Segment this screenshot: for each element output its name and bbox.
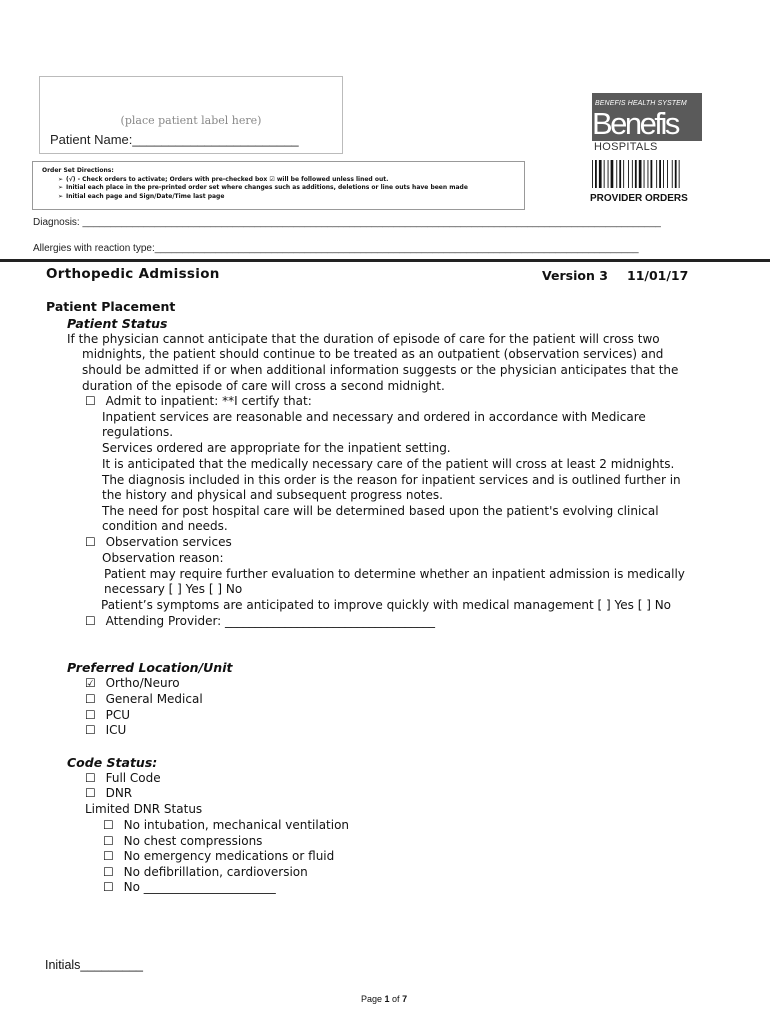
initials-field[interactable]: Initials_________ — [45, 958, 143, 972]
direction-text: (√) - Check orders to activate; Orders with pre-checked box ☑ will be followed unless lined out. — [66, 176, 389, 183]
intro-text: duration of the episode of care will cross a second midnight. — [82, 379, 445, 393]
patient-label-box — [39, 76, 343, 154]
header-divider — [0, 259, 770, 262]
checkbox-icon[interactable]: ☐ — [103, 865, 114, 879]
page-prefix: Page — [361, 994, 385, 1004]
page-of: of — [389, 994, 403, 1004]
certify-text: regulations. — [102, 425, 174, 439]
direction-item — [58, 176, 389, 183]
page-total: 7 — [402, 994, 408, 1004]
checkbox-icon[interactable]: ☐ — [85, 394, 96, 408]
direction-item — [58, 193, 225, 200]
limited-dnr-heading: Limited DNR Status — [85, 802, 203, 816]
certify-text: the history and physical and subsequent progress notes. — [102, 488, 443, 502]
checkbox-icon[interactable]: ☐ — [103, 849, 114, 863]
checkbox-icon[interactable]: ☐ — [85, 708, 96, 722]
location-label: General Medical — [105, 692, 203, 706]
limited-dnr-label: No emergency medications or fluid — [123, 849, 335, 863]
limited-dnr-label[interactable]: No ______________________ — [123, 880, 276, 894]
page-number — [361, 994, 407, 1004]
admit-inpatient-label: Admit to inpatient: **I certify that: — [105, 394, 312, 408]
certify-text: condition and needs. — [102, 519, 228, 533]
limited-dnr-option[interactable] — [103, 849, 334, 864]
observation-reason-label: Observation reason: — [102, 551, 224, 565]
direction-item — [58, 184, 468, 191]
order-set-directions — [32, 161, 525, 210]
arrow-bullet-icon: ➢ — [58, 184, 64, 191]
certify-text: The diagnosis included in this order is the reason for inpatient services and is outlined further in — [102, 473, 681, 487]
certify-text: It is anticipated that the medically necessary care of the patient will cross at least 2 midnights. — [102, 457, 675, 471]
logo-hospitals-text: HOSPITALS — [594, 141, 658, 153]
patient-name-field[interactable]: Patient Name:_______________________ — [50, 132, 299, 147]
directions-title: Order Set Directions: — [42, 167, 114, 174]
limited-dnr-label: No intubation, mechanical ventilation — [123, 818, 350, 832]
checkbox-icon[interactable]: ☐ — [85, 535, 96, 549]
checkbox-icon[interactable]: ☐ — [103, 880, 114, 894]
admit-inpatient-option[interactable] — [85, 394, 312, 409]
checkbox-icon[interactable]: ☐ — [85, 723, 96, 737]
limited-dnr-option[interactable] — [103, 880, 276, 895]
limited-dnr-label: No defibrillation, cardioversion — [123, 865, 308, 879]
arrow-bullet-icon: ➢ — [58, 176, 64, 183]
page-current: 1 — [384, 994, 390, 1004]
certify-text: The need for post hospital care will be determined based upon the patient's evolving clinical — [102, 504, 659, 518]
limited-dnr-option[interactable] — [103, 865, 308, 880]
intro-text: should be admitted if or when additional information suggests or the physician anticipates that the — [82, 363, 679, 377]
document-title: Orthopedic Admission — [46, 266, 220, 282]
observation-reason-choice[interactable]: necessary [ ] Yes [ ] No — [104, 582, 243, 596]
checkbox-icon[interactable]: ☐ — [85, 771, 96, 785]
certify-text: Inpatient services are reasonable and necessary and ordered in accordance with Medicare — [102, 410, 646, 424]
checkbox-icon[interactable]: ☐ — [85, 692, 96, 706]
checked-checkbox-icon[interactable]: ☑ — [85, 676, 96, 690]
benefis-logo — [592, 93, 702, 141]
subheading-code-status: Code Status: — [67, 755, 158, 770]
logo-system-text: BENEFIS HEALTH SYSTEM — [595, 100, 687, 107]
document-version: Version 3 — [542, 268, 608, 283]
location-label: Ortho/Neuro — [105, 676, 180, 690]
location-label: ICU — [105, 723, 127, 737]
direction-text: Initial each page and Sign/Date/Time last page — [66, 193, 225, 200]
observation-reason-choice[interactable]: Patient’s symptoms are anticipated to improve quickly with medical management [ ] Yes [ ] No — [101, 598, 672, 612]
location-option-general-medical[interactable] — [85, 692, 203, 707]
limited-dnr-option[interactable] — [103, 834, 262, 849]
allergies-field[interactable]: Allergies with reaction type:_______________________________________________________________________________________ — [33, 243, 639, 254]
limited-dnr-option[interactable] — [103, 818, 349, 833]
limited-dnr-label: No chest compressions — [123, 834, 263, 848]
subheading-preferred-location: Preferred Location/Unit — [67, 660, 233, 675]
section-heading-patient-placement: Patient Placement — [46, 299, 176, 314]
checkbox-icon[interactable]: ☐ — [85, 786, 96, 800]
observation-services-label: Observation services — [105, 535, 232, 549]
code-label: DNR — [105, 786, 133, 800]
label-placeholder: (place patient label here) — [120, 114, 262, 127]
document-date: 11/01/17 — [627, 268, 689, 283]
intro-text: midnights, the patient should continue to be treated as an outpatient (observation services) and — [82, 347, 664, 361]
code-option-full-code[interactable] — [85, 771, 161, 786]
subheading-patient-status: Patient Status — [67, 316, 168, 331]
provider-orders-label: PROVIDER ORDERS — [590, 193, 688, 204]
observation-services-option[interactable] — [85, 535, 232, 550]
checkbox-icon[interactable]: ☐ — [103, 818, 114, 832]
logo-name-text: Benefis — [592, 106, 678, 141]
code-option-dnr[interactable] — [85, 786, 132, 801]
direction-text: Initial each place in the pre-printed order set where changes such as additions, deletions or line outs have been made — [66, 184, 468, 191]
arrow-bullet-icon: ➢ — [58, 193, 64, 200]
location-option-pcu[interactable] — [85, 708, 130, 723]
intro-text: If the physician cannot anticipate that the duration of episode of care for the patient will cross two — [67, 332, 660, 346]
diagnosis-field[interactable]: Diagnosis: ________________________________________________________________________________________________________ — [33, 217, 661, 228]
location-label: PCU — [105, 708, 130, 722]
attending-provider-option[interactable] — [85, 614, 435, 629]
barcode-icon — [592, 160, 702, 188]
checkbox-icon[interactable]: ☐ — [103, 834, 114, 848]
checkbox-icon[interactable]: ☐ — [85, 614, 96, 628]
location-option-icu[interactable] — [85, 723, 126, 738]
code-label: Full Code — [105, 771, 161, 785]
attending-provider-label[interactable]: Attending Provider: ___________________________________ — [105, 614, 436, 628]
certify-text: Services ordered are appropriate for the inpatient setting. — [102, 441, 451, 455]
observation-reason-text: Patient may require further evaluation to determine whether an inpatient admission is medically — [104, 567, 685, 581]
location-option-ortho-neuro[interactable] — [85, 676, 180, 691]
